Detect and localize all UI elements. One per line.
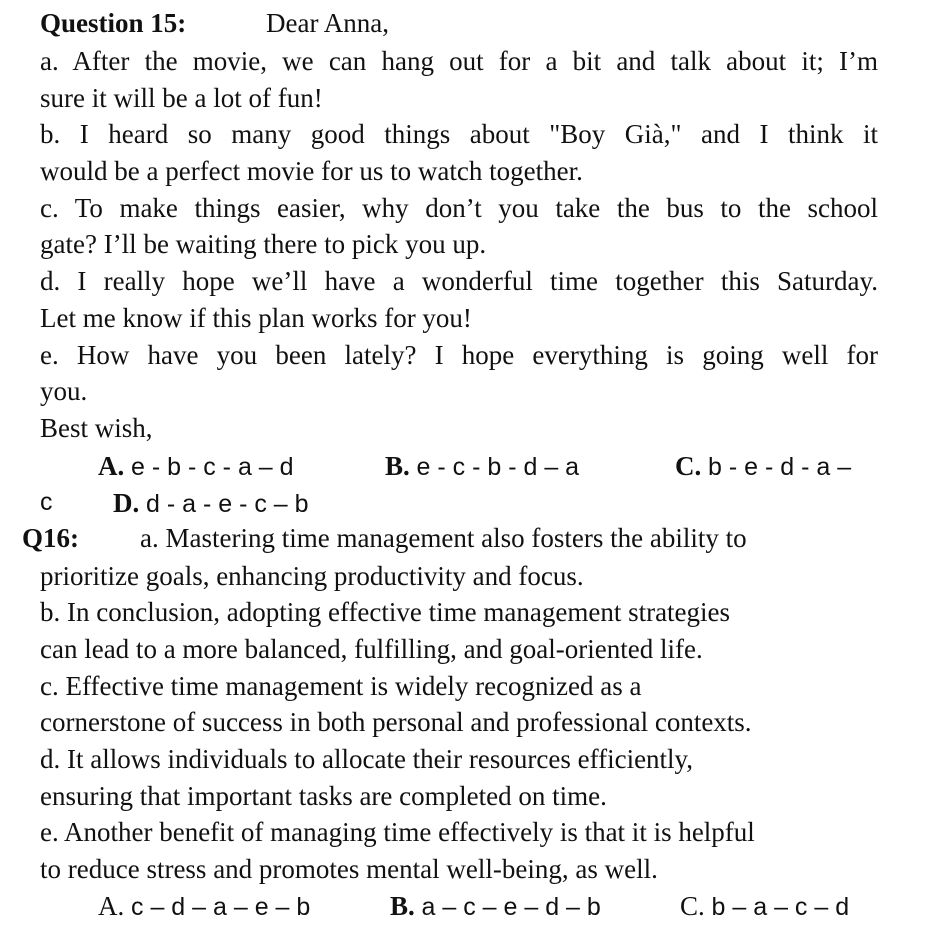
- q15-item-b-line1: b. I heard so many good things about "Boy Già," and I think it: [40, 119, 878, 149]
- q16-item-b-line2: can lead to a more balanced, fulfilling, and goal-oriented life.: [40, 634, 703, 664]
- q15-option-a-text: e - b - c - a – d: [131, 453, 294, 481]
- q16-option-b-text: a – c – e – d – b: [421, 893, 601, 921]
- q16-option-c[interactable]: [680, 893, 849, 920]
- q15-item-c-line1: c. To make things easier, why don’t you take the bus to the school: [40, 193, 878, 223]
- q15-item-a-line2: sure it will be a lot of fun!: [40, 83, 323, 113]
- q15-salutation: Dear Anna,: [266, 8, 389, 38]
- q16-item-e-line2: to reduce stress and promotes mental well-being, as well.: [40, 854, 658, 884]
- q16-item-b-line1: b. In conclusion, adopting effective time management strategies: [40, 597, 731, 627]
- q15-option-b-text: e - c - b - d – a: [416, 453, 580, 481]
- q16-item-d-line2: ensuring that important tasks are completed on time.: [40, 781, 607, 811]
- q15-option-d-text: d - a - e - c – b: [146, 490, 309, 518]
- q16-option-c-text: b – a – c – d: [711, 893, 850, 921]
- q16-option-c-label: C.: [680, 891, 705, 921]
- q16-option-b-label: B.: [390, 891, 415, 921]
- q15-item-e-line2: you.: [40, 376, 88, 406]
- q15-item-d-line2: Let me know if this plan works for you!: [40, 303, 472, 333]
- q15-option-c-text: b - e - d - a –: [708, 453, 852, 481]
- q15-option-a-label: A.: [98, 451, 125, 481]
- q15-option-a[interactable]: [98, 453, 294, 480]
- q15-item-d-line1: d. I really hope we’ll have a wonderful time together this Saturday.: [40, 266, 878, 296]
- q15-label: Question 15:: [40, 8, 187, 38]
- q16-item-c-line1: c. Effective time management is widely recognized as a: [40, 671, 642, 701]
- q16-item-d-line1: d. It allows individuals to allocate their resources efficiently,: [40, 744, 694, 774]
- q15-item-e-line1: e. How have you been lately? I hope everything is going well for: [40, 340, 878, 370]
- q16-item-e-line1: e. Another benefit of managing time effectively is that it is helpful: [40, 817, 755, 847]
- q16-option-b[interactable]: [390, 893, 601, 920]
- q16-item-a-line2: prioritize goals, enhancing productivity and focus.: [40, 561, 584, 591]
- q15-option-b[interactable]: [385, 453, 579, 480]
- q15-option-d-label: D.: [113, 488, 140, 518]
- q15-option-b-label: B.: [385, 451, 410, 481]
- q16-option-a-label: A.: [98, 891, 125, 921]
- q15-option-c-label: C.: [675, 451, 702, 481]
- q16-option-a[interactable]: [98, 893, 310, 920]
- q15-option-c-wrap: c: [40, 488, 53, 516]
- q15-option-d[interactable]: [113, 490, 309, 517]
- q15-closing: Best wish,: [40, 413, 153, 443]
- q16-label: Q16:: [22, 523, 79, 553]
- q15-option-c[interactable]: [675, 453, 851, 480]
- q15-item-b-line2: would be a perfect movie for us to watch together.: [40, 156, 583, 186]
- q15-item-a-line1: a. After the movie, we can hang out for a bit and talk about it; I’m: [40, 46, 878, 76]
- q16-option-a-text: c – d – a – e – b: [131, 893, 311, 921]
- q15-item-c-line2: gate? I’ll be waiting there to pick you up.: [40, 229, 487, 259]
- q16-item-a-line1: a. Mastering time management also fosters the ability to: [140, 523, 747, 553]
- q16-item-c-line2: cornerstone of success in both personal and professional contexts.: [40, 707, 752, 737]
